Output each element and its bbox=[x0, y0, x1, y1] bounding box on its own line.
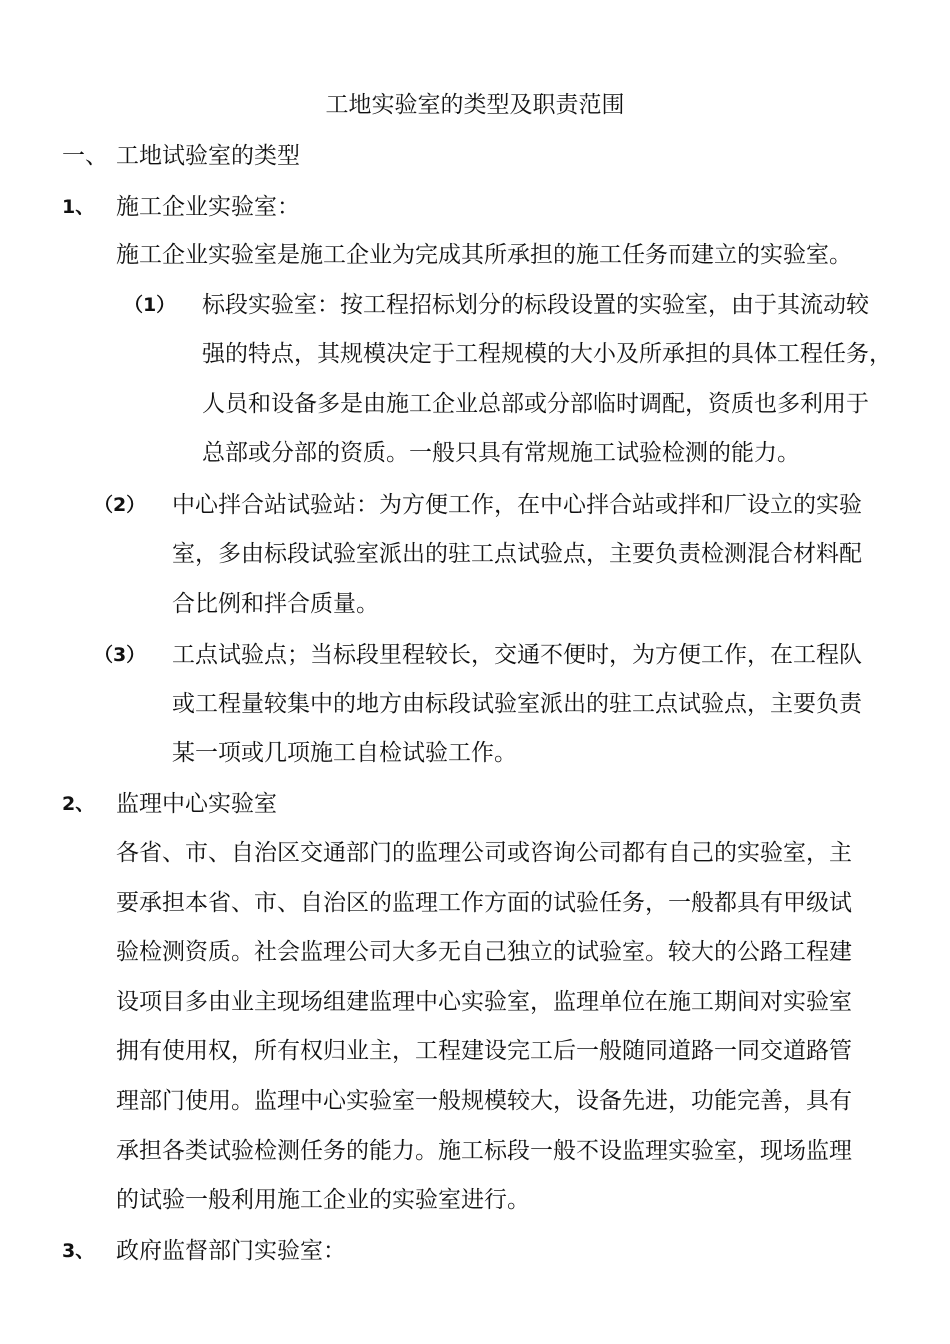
item-heading: 政府监督部门实验室： bbox=[116, 1238, 346, 1264]
item-marker: 1、 bbox=[62, 196, 95, 218]
paragraph-line: 或工程量较集中的地方由标段试验室派出的驻工点试验点，主要负责 bbox=[172, 691, 862, 717]
paragraph-line: 的试验一般利用施工企业的实验室进行。 bbox=[116, 1187, 530, 1213]
paragraph-line: 合比例和拌合质量。 bbox=[172, 591, 379, 617]
section-heading: 工地试验室的类型 bbox=[116, 143, 300, 169]
document-title: 工地实验室的类型及职责范围 bbox=[325, 92, 625, 118]
paragraph-line: 总部或分部的资质。一般只具有常规施工试验检测的能力。 bbox=[202, 440, 800, 466]
paragraph-line: 室，多由标段试验室派出的驻工点试验点，主要负责检测混合材料配 bbox=[172, 541, 862, 567]
item-heading: 监理中心实验室 bbox=[116, 791, 277, 817]
item-heading: 施工企业实验室： bbox=[116, 194, 300, 220]
paragraph-line: 要承担本省、市、自治区的监理工作方面的试验任务，一般都具有甲级试 bbox=[116, 890, 852, 916]
subitem-marker: （1） bbox=[124, 294, 176, 316]
paragraph-line: 人员和设备多是由施工企业总部或分部临时调配，资质也多利用于 bbox=[202, 391, 869, 417]
paragraph-line: 各省、市、自治区交通部门的监理公司或咨询公司都有自己的实验室，主 bbox=[116, 840, 852, 866]
paragraph-line: 承担各类试验检测任务的能力。施工标段一般不设监理实验室，现场监理 bbox=[116, 1138, 852, 1164]
section-marker: 一、 bbox=[62, 143, 108, 169]
item-marker: 2、 bbox=[62, 793, 95, 815]
paragraph-line: 施工企业实验室是施工企业为完成其所承担的施工任务而建立的实验室。 bbox=[116, 242, 852, 268]
paragraph-line: 标段实验室：按工程招标划分的标段设置的实验室，由于其流动较 bbox=[202, 292, 869, 318]
paragraph-line: 某一项或几项施工自检试验工作。 bbox=[172, 740, 517, 766]
subitem-marker: （3） bbox=[94, 644, 146, 666]
paragraph-line: 理部门使用。监理中心实验室一般规模较大，设备先进，功能完善，具有 bbox=[116, 1088, 852, 1114]
paragraph-line: 强的特点，其规模决定于工程规模的大小及所承担的具体工程任务， bbox=[202, 341, 892, 367]
paragraph-line: 验检测资质。社会监理公司大多无自己独立的试验室。较大的公路工程建 bbox=[116, 939, 852, 965]
item-marker: 3、 bbox=[62, 1240, 95, 1262]
paragraph-line: 工点试验点；当标段里程较长，交通不便时，为方便工作，在工程队 bbox=[172, 642, 862, 668]
subitem-marker: （2） bbox=[94, 494, 146, 516]
paragraph-line: 中心拌合站试验站：为方便工作，在中心拌合站或拌和厂设立的实验 bbox=[172, 492, 862, 518]
paragraph-line: 拥有使用权，所有权归业主，工程建设完工后一般随同道路一同交道路管 bbox=[116, 1038, 852, 1064]
paragraph-line: 设项目多由业主现场组建监理中心实验室，监理单位在施工期间对实验室 bbox=[116, 989, 852, 1015]
